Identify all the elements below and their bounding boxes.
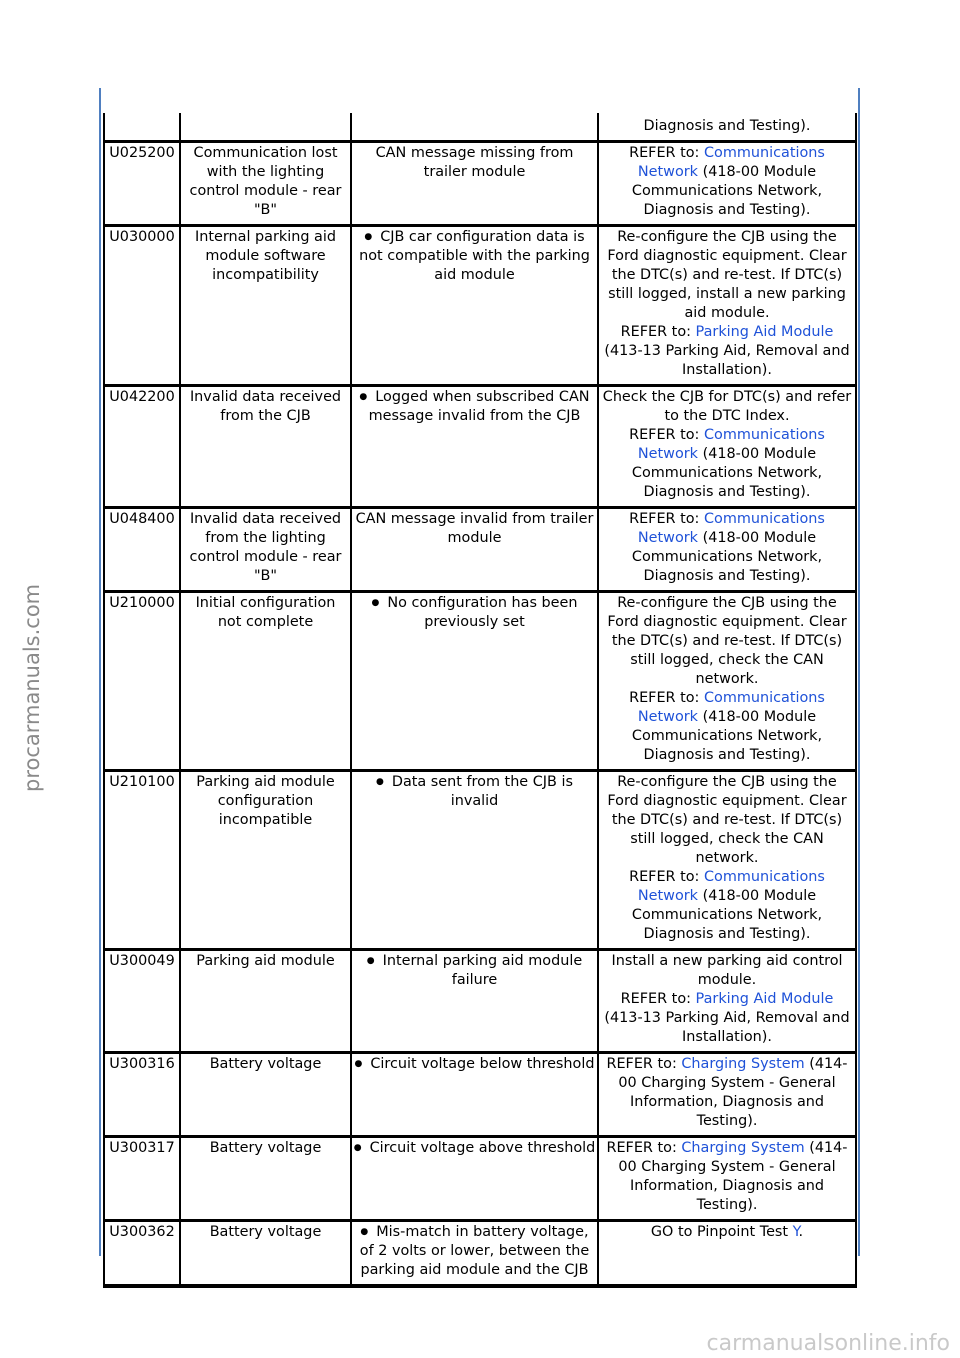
- action-cell: [598, 226, 856, 386]
- reference-link[interactable]: Communications Network: [637, 427, 825, 462]
- condition-cell: [351, 142, 598, 226]
- condition-cell: [351, 113, 598, 142]
- action-text: Re-configure the CJB using the Ford diagnostic equipment. Clear the DTC(s) and re-test. If DTC(s) still logged, check the CAN network.: [607, 595, 847, 687]
- reference-link[interactable]: Communications Network: [637, 511, 825, 546]
- action-cell: [598, 1053, 856, 1137]
- condition-cell: [351, 1137, 598, 1221]
- table-row: [104, 142, 856, 226]
- dtc-description: Battery voltage: [180, 1053, 351, 1137]
- action-text: REFER to:: [629, 690, 704, 706]
- left-margin-rule: [99, 88, 101, 1256]
- action-paragraph: [600, 323, 854, 380]
- dtc-description: Invalid data received from the lighting control module - rear "B": [180, 508, 351, 592]
- action-text: (413-13 Parking Aid, Removal and Installation).: [604, 343, 850, 378]
- action-text: (418-00 Module Communications Network, Diagnosis and Testing).: [631, 888, 823, 942]
- condition-cell: [351, 1053, 598, 1137]
- reference-link[interactable]: Parking Aid Module: [695, 991, 834, 1007]
- dtc-code: U300317: [104, 1137, 180, 1221]
- description-cell: [180, 113, 351, 142]
- condition-cell: [351, 386, 598, 508]
- dtc-table: [103, 113, 857, 1288]
- action-paragraph: [600, 228, 854, 323]
- table-row: [104, 226, 856, 386]
- dtc-code: U300049: [104, 950, 180, 1053]
- dtc-code: U300362: [104, 1221, 180, 1287]
- action-text: Install a new parking aid control module.: [611, 953, 843, 988]
- action-cell: [598, 1221, 856, 1287]
- table-row: [104, 1221, 856, 1287]
- action-text: REFER to:: [620, 324, 696, 340]
- action-text: (418-00 Module Communications Network, Diagnosis and Testing).: [631, 530, 823, 584]
- action-cell: [598, 508, 856, 592]
- action-text: Diagnosis and Testing).: [643, 118, 811, 134]
- action-text: Check the CJB for DTC(s) and refer to the DTC Index.: [602, 389, 852, 424]
- action-cell: [598, 386, 856, 508]
- action-cell: [598, 113, 856, 142]
- condition-cell: [351, 592, 598, 771]
- table-row: [104, 592, 856, 771]
- dtc-description: Internal parking aid module software incompatibility: [180, 226, 351, 386]
- condition-text: ● Internal parking aid module failure: [353, 952, 596, 990]
- reference-link[interactable]: Parking Aid Module: [695, 324, 834, 340]
- code-cell: [104, 113, 180, 142]
- condition-text: ● No configuration has been previously set: [353, 594, 596, 632]
- action-paragraph: [600, 510, 854, 586]
- table-row: [104, 508, 856, 592]
- dtc-description: Invalid data received from the CJB: [180, 386, 351, 508]
- condition-text: ● Circuit voltage above threshold: [353, 1139, 596, 1158]
- action-text: (418-00 Module Communications Network, Diagnosis and Testing).: [631, 709, 823, 763]
- reference-link[interactable]: Y: [792, 1224, 799, 1240]
- dtc-code: U025200: [104, 142, 180, 226]
- action-paragraph: [600, 426, 854, 502]
- dtc-code: U300316: [104, 1053, 180, 1137]
- action-text: GO to Pinpoint Test: [650, 1224, 793, 1240]
- reference-link[interactable]: Communications Network: [637, 145, 825, 180]
- table-row-continuation: [104, 113, 856, 142]
- action-paragraph: [600, 144, 854, 220]
- reference-link[interactable]: Charging System: [681, 1056, 805, 1072]
- action-text: Re-configure the CJB using the Ford diagnostic equipment. Clear the DTC(s) and re-test. If DTC(s) still logged, install a new parking aid module.: [607, 229, 847, 321]
- condition-text: CAN message invalid from trailer module: [355, 511, 594, 546]
- action-text: (414-00 Charging System - General Information, Diagnosis and Testing).: [618, 1140, 848, 1213]
- action-paragraph: [600, 388, 854, 426]
- condition-text: ● Mis-match in battery voltage, of 2 volts or lower, between the parking aid module and the CJB: [353, 1223, 596, 1280]
- reference-link[interactable]: Communications Network: [637, 690, 825, 725]
- action-text: (418-00 Module Communications Network, Diagnosis and Testing).: [631, 164, 823, 218]
- action-cell: [598, 950, 856, 1053]
- condition-text: ● Logged when subscribed CAN message invalid from the CJB: [353, 388, 596, 426]
- condition-text: ● CJB car configuration data is not compatible with the parking aid module: [353, 228, 596, 285]
- table-row: [104, 386, 856, 508]
- condition-text: CAN message missing from trailer module: [375, 145, 574, 180]
- right-margin-rule: [858, 88, 860, 1256]
- action-text: REFER to:: [606, 1056, 682, 1072]
- action-text: REFER to:: [629, 145, 704, 161]
- condition-cell: [351, 508, 598, 592]
- action-paragraph: [600, 1223, 854, 1242]
- dtc-code: U048400: [104, 508, 180, 592]
- dtc-description: Battery voltage: [180, 1221, 351, 1287]
- action-paragraph: [600, 1139, 854, 1215]
- action-paragraph: [600, 868, 854, 944]
- dtc-description: Initial configuration not complete: [180, 592, 351, 771]
- condition-cell: [351, 1221, 598, 1287]
- condition-cell: [351, 226, 598, 386]
- action-text: .: [798, 1224, 804, 1240]
- action-paragraph: [600, 773, 854, 868]
- reference-link[interactable]: Communications Network: [637, 869, 825, 904]
- action-text: REFER to:: [629, 869, 704, 885]
- dtc-description: Communication lost with the lighting control module - rear "B": [180, 142, 351, 226]
- action-text: REFER to:: [620, 991, 696, 1007]
- dtc-description: Battery voltage: [180, 1137, 351, 1221]
- action-text: (418-00 Module Communications Network, Diagnosis and Testing).: [631, 446, 823, 500]
- reference-link[interactable]: Charging System: [681, 1140, 805, 1156]
- action-text: (414-00 Charging System - General Information, Diagnosis and Testing).: [618, 1056, 848, 1129]
- action-text: REFER to:: [629, 511, 704, 527]
- action-paragraph: [600, 594, 854, 689]
- dtc-code: U042200: [104, 386, 180, 508]
- dtc-description: Parking aid module: [180, 950, 351, 1053]
- table-row: [104, 771, 856, 950]
- dtc-code: U210000: [104, 592, 180, 771]
- condition-cell: [351, 771, 598, 950]
- action-text: (413-13 Parking Aid, Removal and Installation).: [604, 1010, 850, 1045]
- dtc-description: Parking aid module configuration incompatible: [180, 771, 351, 950]
- condition-text: ● Data sent from the CJB is invalid: [353, 773, 596, 811]
- dtc-code: U210100: [104, 771, 180, 950]
- condition-cell: [351, 950, 598, 1053]
- action-cell: [598, 771, 856, 950]
- table-row: [104, 950, 856, 1053]
- dtc-code: U030000: [104, 226, 180, 386]
- action-text: Re-configure the CJB using the Ford diagnostic equipment. Clear the DTC(s) and re-test. If DTC(s) still logged, check the CAN network.: [607, 774, 847, 866]
- action-text: REFER to:: [629, 427, 704, 443]
- action-cell: [598, 592, 856, 771]
- action-cell: [598, 1137, 856, 1221]
- side-watermark: procarmanuals.com: [20, 583, 44, 792]
- condition-text: ● Circuit voltage below threshold: [353, 1055, 596, 1074]
- table-row: [104, 1137, 856, 1221]
- table-row: [104, 1053, 856, 1137]
- action-paragraph: [600, 990, 854, 1047]
- action-cell: [598, 142, 856, 226]
- action-paragraph: [600, 952, 854, 990]
- footer-watermark: carmanualsonline.info: [706, 1331, 950, 1356]
- action-paragraph: [600, 689, 854, 765]
- action-text: REFER to:: [606, 1140, 682, 1156]
- action-paragraph: [600, 1055, 854, 1131]
